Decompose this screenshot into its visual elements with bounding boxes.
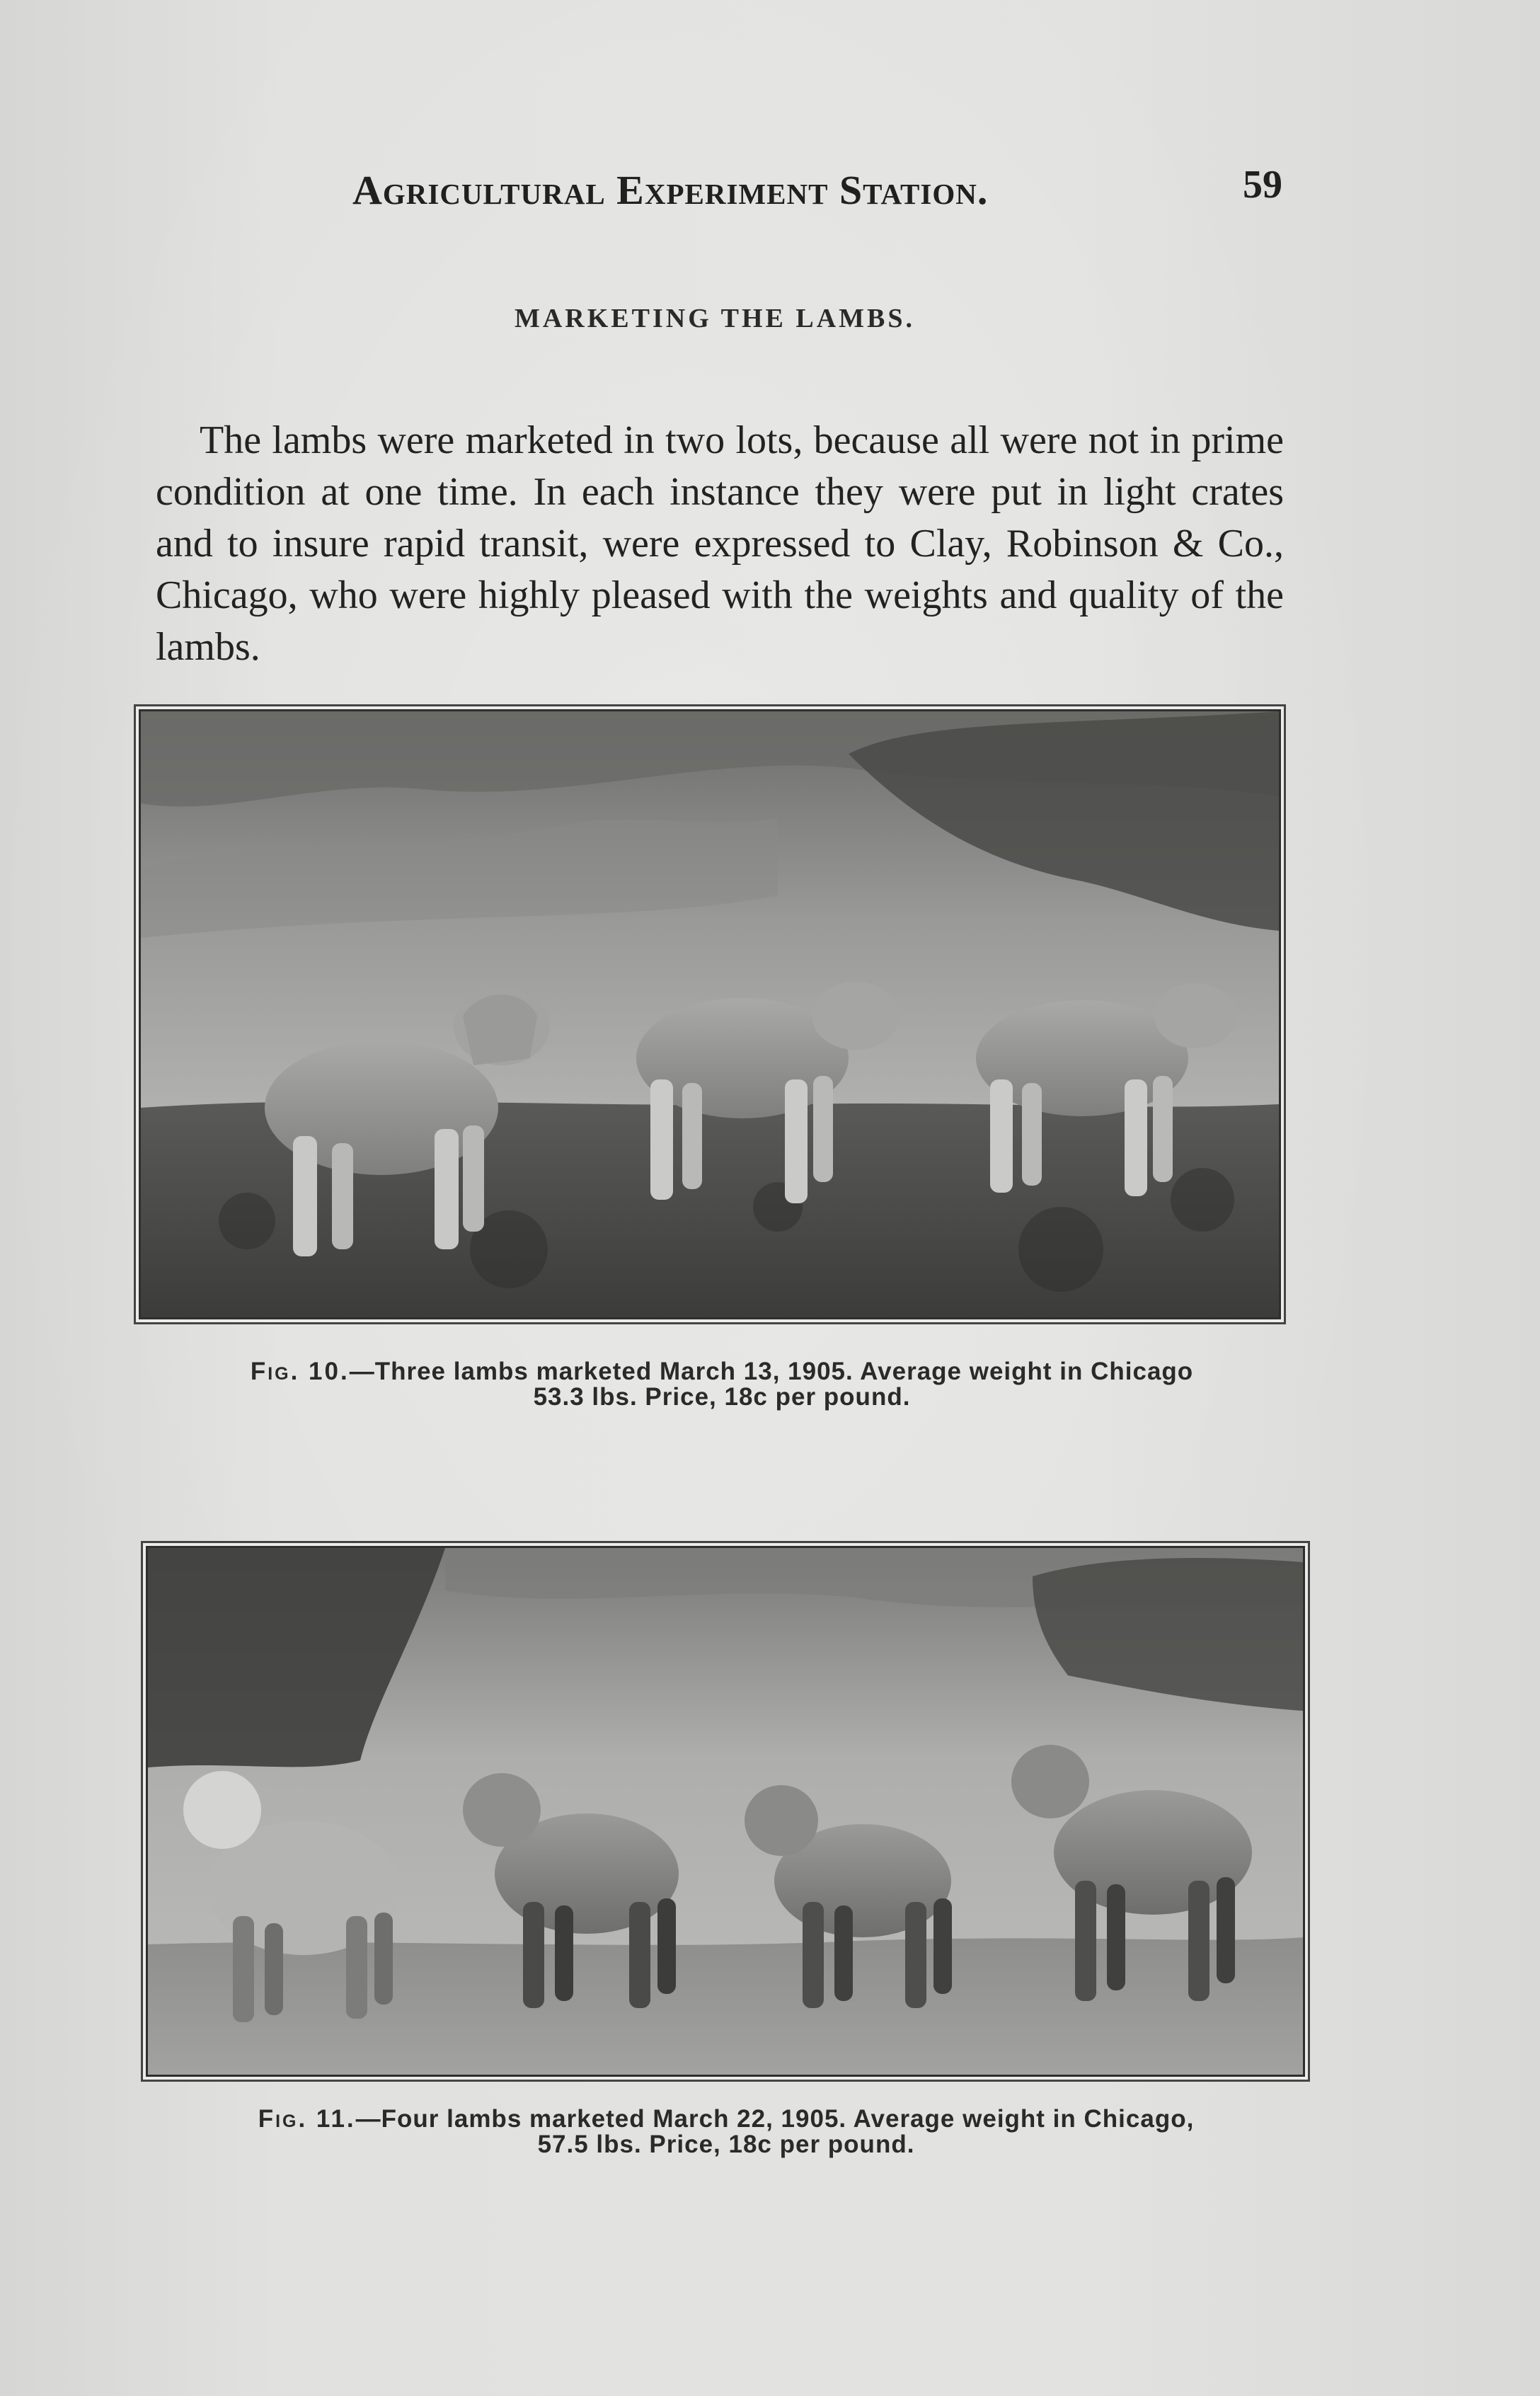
figure-11-label: Fig. 11.	[258, 2105, 356, 2133]
running-head	[142, 163, 1288, 230]
page-number: 59	[1243, 163, 1282, 207]
figure-10-caption-line-2: 53.3 lbs. Price, 18c per pound.	[533, 1383, 911, 1411]
figure-10-illustration	[141, 711, 1279, 1317]
figure-11-caption	[160, 2106, 1292, 2157]
figure-10-photo	[139, 709, 1281, 1319]
figure-11-caption-line-2: 57.5 lbs. Price, 18c per pound.	[537, 2131, 915, 2158]
figure-11-caption-line-1: —Four lambs marketed March 22, 1905. Average weight in Chicago,	[355, 2105, 1195, 2133]
figure-10-caption-line-1: —Three lambs marketed March 13, 1905. Average weight in Chicago	[349, 1358, 1194, 1385]
figure-10-label: Fig. 10.	[250, 1358, 350, 1385]
running-title: Agricultural Experiment Station.	[352, 167, 989, 213]
figure-11-illustration	[148, 1548, 1303, 2075]
figure-11-photo	[146, 1546, 1305, 2077]
section-title: MARKETING THE LAMBS.	[515, 304, 915, 333]
figure-10-caption	[156, 1359, 1288, 1410]
body-paragraph: The lambs were marketed in two lots, because all were not in prime condition at one time. In each instance they were put in light crates and to insure rapid transit, were expressed to Clay, Robinson & Co., Chicago, who were highly pleased with the weights and quality of the lambs.	[156, 418, 1284, 669]
